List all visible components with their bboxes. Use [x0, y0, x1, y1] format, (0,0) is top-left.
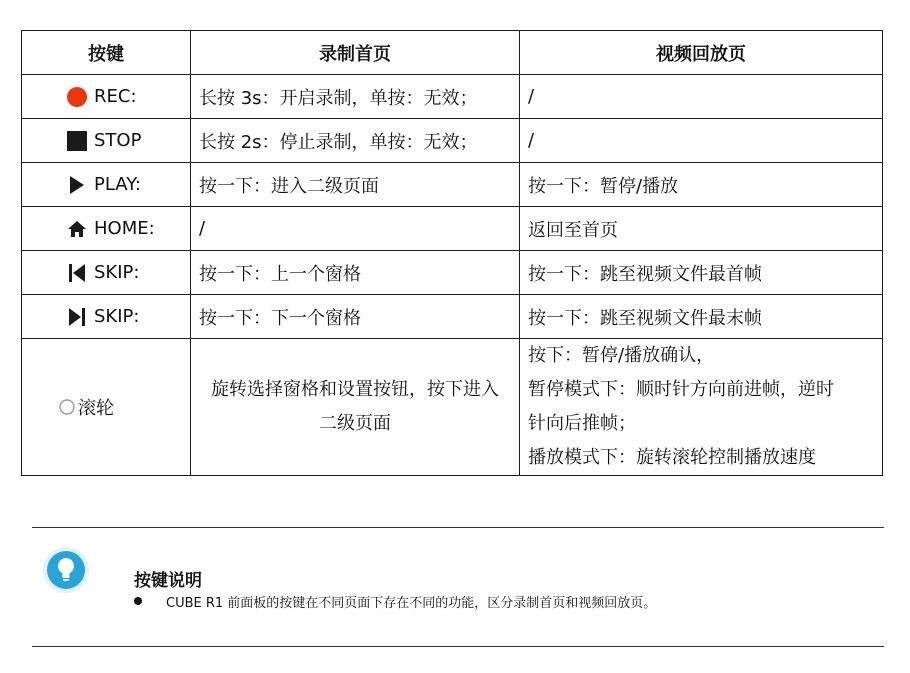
- table-row: [22, 339, 883, 476]
- key-label: SKIP:: [94, 262, 140, 283]
- key-label: HOME:: [94, 218, 155, 239]
- record-cell: /: [191, 207, 520, 251]
- record-cell: 长按 2s：停止录制，单按：无效；: [191, 119, 520, 163]
- table-row: [22, 207, 883, 251]
- key-cell: [22, 207, 191, 251]
- red-circle-icon: [66, 86, 88, 108]
- record-cell: 按一下：下一个窗格: [191, 295, 520, 339]
- key-cell: [22, 295, 191, 339]
- record-cell: 按一下：上一个窗格: [191, 251, 520, 295]
- stop-square-icon: [66, 130, 88, 152]
- key-label: STOP: [94, 130, 142, 151]
- skip-back-icon: [66, 262, 88, 284]
- table-header-row: [22, 31, 883, 75]
- key-function-table: [21, 30, 883, 476]
- note-text: CUBE R1 前面板的按键在不同页面下存在不同的功能，区分录制首页和视频回放页。: [166, 596, 657, 611]
- table-row: [22, 163, 883, 207]
- wheel-circle-icon: [58, 396, 76, 418]
- playback-cell: 按一下：跳至视频文件最首帧: [520, 251, 883, 295]
- key-label: 滚轮: [78, 398, 114, 419]
- playback-cell: /: [520, 75, 883, 119]
- playback-line: 播放模式下：旋转滚轮控制播放速度: [528, 447, 816, 468]
- playback-cell: 按一下：跳至视频文件最末帧: [520, 295, 883, 339]
- header-record-home: 录制首页: [191, 31, 520, 75]
- playback-line: 按下：暂停/播放确认，: [528, 345, 715, 366]
- record-cell: 长按 3s：开启录制，单按：无效；: [191, 75, 520, 119]
- playback-line: 暂停模式下：顺时针方向前进帧，逆时: [528, 379, 834, 400]
- record-line: 旋转选择窗格和设置按钮，按下进入: [211, 379, 499, 400]
- playback-cell: 返回至首页: [520, 207, 883, 251]
- header-video-playback: 视频回放页: [520, 31, 883, 75]
- record-line: 二级页面: [319, 413, 391, 434]
- playback-cell: /: [520, 119, 883, 163]
- bottom-divider: [32, 646, 884, 647]
- playback-line: 针向后推帧；: [528, 413, 636, 434]
- key-cell: [22, 75, 191, 119]
- note-title: 按键说明: [134, 571, 202, 591]
- play-triangle-icon: [66, 174, 88, 196]
- top-divider: [32, 527, 884, 528]
- key-label: REC:: [94, 86, 137, 107]
- playback-cell: [520, 339, 883, 476]
- playback-cell: 按一下：暂停/播放: [520, 163, 883, 207]
- table-row: [22, 75, 883, 119]
- record-cell: [191, 339, 520, 476]
- lightbulb-icon: [42, 546, 90, 594]
- key-label: SKIP:: [94, 306, 140, 327]
- key-cell: [22, 251, 191, 295]
- home-icon: [66, 218, 88, 240]
- key-cell: [22, 163, 191, 207]
- header-key: 按键: [22, 31, 191, 75]
- key-cell: [22, 119, 191, 163]
- bullet-dot-icon: [134, 597, 142, 605]
- table-row: [22, 119, 883, 163]
- key-cell: [22, 339, 191, 476]
- record-cell: 按一下：进入二级页面: [191, 163, 520, 207]
- table-row: [22, 251, 883, 295]
- key-label: PLAY:: [94, 174, 141, 195]
- table-row: [22, 295, 883, 339]
- skip-forward-icon: [66, 306, 88, 328]
